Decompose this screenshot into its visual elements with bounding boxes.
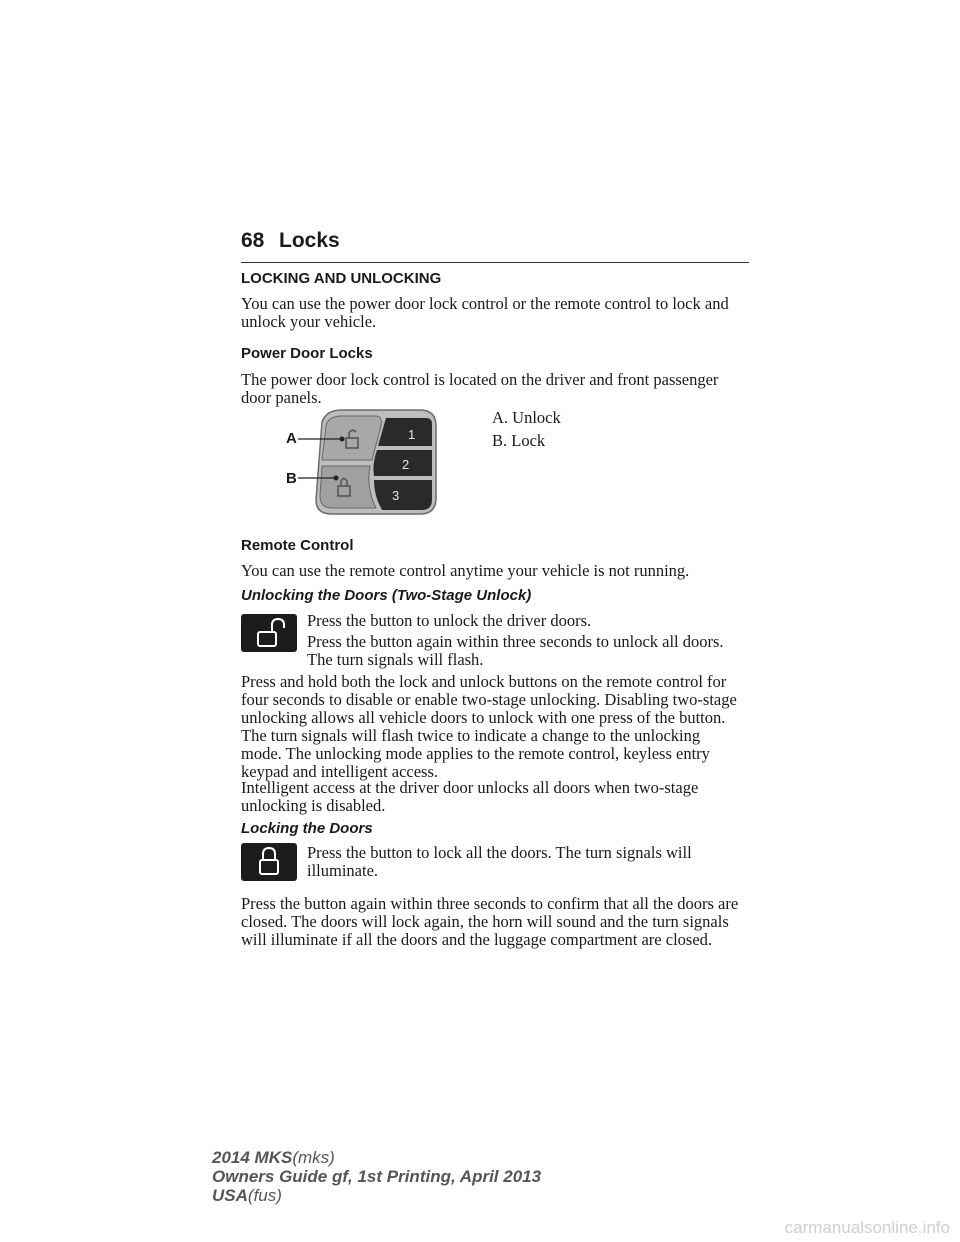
door-lock-switch-figure — [280, 408, 440, 518]
footer-model: 2014 MKS — [212, 1148, 293, 1167]
locking-line-1: Press the button to lock all the doors. The turn signals will illuminate. — [307, 843, 692, 880]
power-door-locks-heading: Power Door Locks — [241, 345, 373, 362]
remote-control-paragraph: You can use the remote control anytime your vehicle is not running. — [241, 561, 690, 580]
footer-region-code: (fus) — [247, 1186, 282, 1205]
page-header — [241, 229, 749, 263]
locking-heading: Locking the Doors — [241, 820, 373, 837]
page-title: Locks — [279, 229, 340, 252]
lock-icon — [241, 843, 297, 881]
intro-paragraph: You can use the power door lock control or the remote control to lock and unlock your vehicle. — [241, 294, 729, 331]
remote-control-heading: Remote Control — [241, 537, 354, 554]
memory-button-3-label: 3 — [392, 488, 400, 503]
memory-button-1-label: 1 — [408, 427, 416, 442]
page-number: 68 — [241, 229, 265, 252]
power-door-locks-paragraph: The power door lock control is located on the driver and front passenger door panels. — [241, 370, 719, 407]
unlocking-line-1: Press the button to unlock the driver doors. — [307, 611, 592, 630]
unlocking-paragraph-2: Intelligent access at the driver door unlocks all doors when two-stage unlocking is disabled. — [241, 778, 699, 815]
door-lock-switch-illustration — [280, 408, 440, 518]
footer-model-line — [212, 1148, 541, 1167]
footer — [212, 1148, 541, 1205]
unlocking-paragraph-1: Press and hold both the lock and unlock buttons on the remote control for four seconds to disable or enable two-stage unlocking. Disabling two-stage unlocking allows all vehicle doors to unlock with one press of the button. The turn signals will flash twice to indicate a change to the unlocking mode. The unlocking mode applies to the remote control, keyless entry keypad and intelligent access. — [241, 672, 737, 781]
footer-guide: Owners Guide gf, 1st Printing, April 2013 — [212, 1167, 542, 1186]
callout-a: A — [286, 430, 297, 447]
unlocking-heading: Unlocking the Doors (Two-Stage Unlock) — [241, 587, 532, 604]
locking-paragraph: Press the button again within three seconds to confirm that all the doors are closed. The doors will lock again, the horn will sound and the turn signals will illuminate if all the doors and the luggage compartment are closed. — [241, 894, 739, 949]
memory-button-2-label: 2 — [402, 457, 410, 472]
legend-lock: B. Lock — [492, 431, 546, 450]
footer-region-line — [212, 1186, 541, 1205]
section-title: LOCKING AND UNLOCKING — [241, 270, 442, 287]
watermark[interactable]: carmanualsonline.info — [784, 1218, 950, 1237]
unlocking-line-2: Press the button again within three seconds to unlock all doors. The turn signals will flash. — [307, 632, 724, 669]
legend-unlock: A. Unlock — [492, 408, 561, 427]
callout-b: B — [286, 470, 297, 487]
unlock-icon — [241, 614, 297, 652]
footer-model-code: (mks) — [292, 1148, 335, 1167]
footer-region: USA — [212, 1186, 248, 1205]
